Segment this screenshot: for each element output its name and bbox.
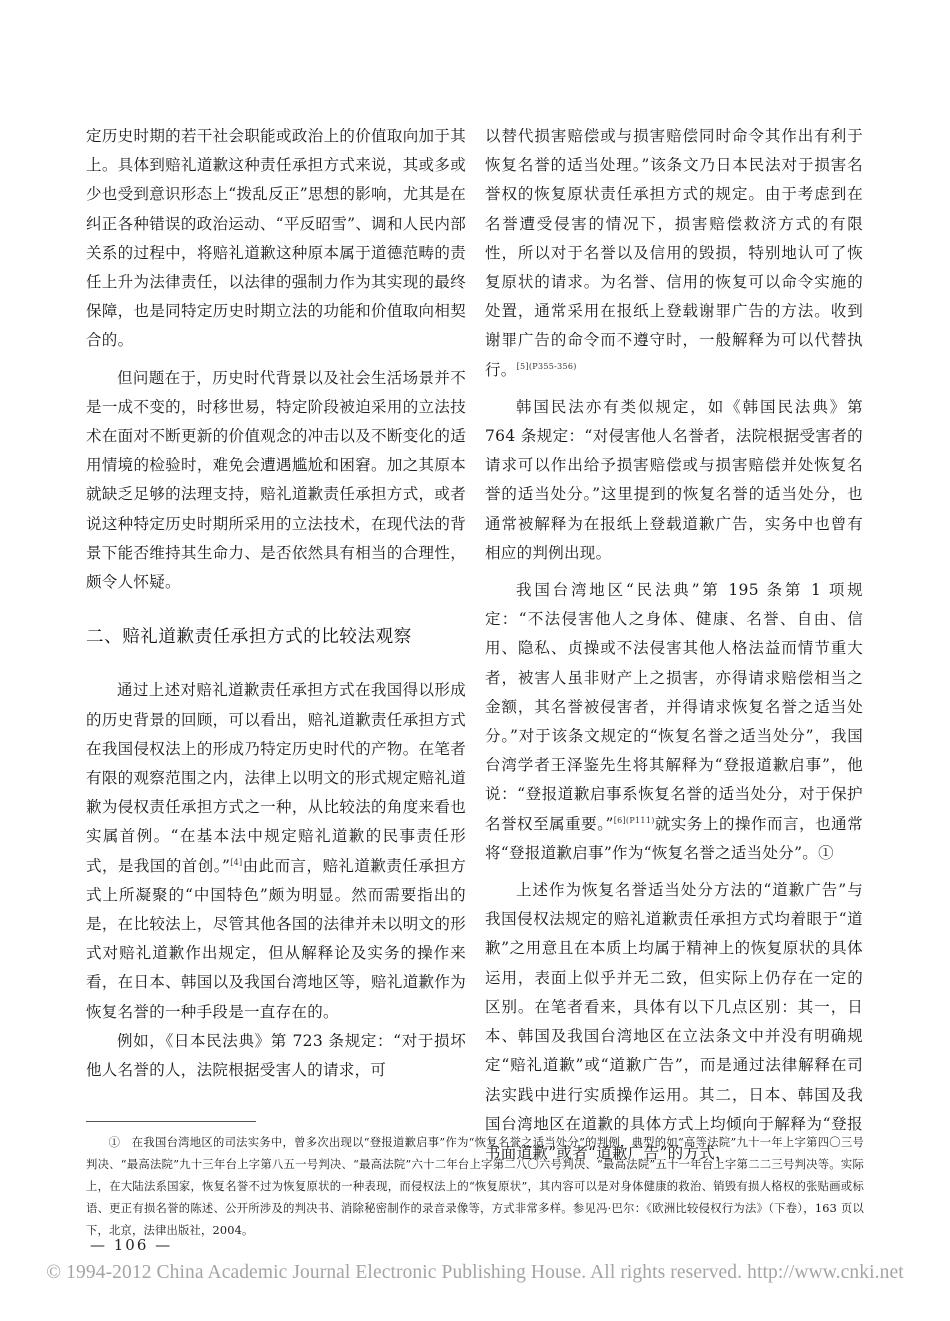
left-paragraph-3: [86, 676, 466, 1026]
page-number: — 106 —: [90, 1236, 173, 1254]
footnote-divider: [86, 1121, 256, 1122]
footnotes: [86, 1132, 864, 1242]
right-paragraph-1-text: 以替代损害赔偿或与损害赔偿同时命令其作出有利于恢复名誉的适当处理。”该条文乃日本民法对于损害名誉权的恢复原状责任承担方式的规定。由于考虑到在名誉遭受侵害的情况下，损害赔偿救济方式的有限性，所以对于名誉以及信用的毁损，特别地认可了恢复原状的请求。为名誉、信用的恢复可以命令实施的处置，通常采用在报纸上登载谢罪广告的方法。收到谢罪广告的命令而不遵守时，一般解释为可以代替执行。: [485, 127, 863, 379]
right-paragraph-3-part-a: 我国台湾地区“民法典”第 195 条第 1 项规定：“不法侵害他人之身体、健康、名誉、自由、信用、隐私、贞操或不法侵害其他人格法益而情节重大者，被害人虽非财产上之损害，亦得请求赔偿相当之金额，其名誉被侵害者，并得请求恢复名誉之适当处分。”对于该条文规定的“恢复名誉之适当处分”，我国台湾学者王泽鉴先生将其解释为“登报道歉启事”，他说：“登报道歉启事系恢复名誉的适当处分，对于保护名誉权至属重要。”: [485, 581, 863, 833]
left-paragraph-4: 例如，《日本民法典》第 723 条规定：“对于损坏他人名誉的人，法院根据受害人的请求，可: [86, 1031, 466, 1080]
copyright-watermark: © 1994-2012 China Academic Journal Electronic Publishing House. All rights reserved. http://www.cnki.net: [46, 1262, 904, 1283]
right-paragraph-1: [485, 122, 863, 385]
right-paragraph-3: [485, 576, 863, 868]
section-heading: 二、赔礼道歉责任承担方式的比较法观察: [86, 627, 412, 648]
citation-5: [5](P355-356): [516, 361, 577, 371]
right-paragraph-2: 韩国民法亦有类似规定，如《韩国民法典》第 764 条规定：“对侵害他人名誉者，法院根据受害者的请求可以作出给予损害赔偿或与损害赔偿并处恢复名誉的适当处分。”这里提到的恢复名誉的适当处分，也通常被解释为在报纸上登载道歉广告，实务中也曾有相应的判例出现。: [485, 397, 863, 562]
citation-4: [4]: [230, 857, 243, 867]
left-column: [86, 122, 466, 1085]
footnote-1: ① 在我国台湾地区的司法实务中，曾多次出现以“登报道歉启事”作为“恢复名誉之适当处分”的判例，典型的如“高等法院”九十一年上字第四〇三号判决、“最高法院”九十三年台上字第八五一号判决、“最高法院”六十二年台上字第二八〇六号判决、“最高法院”五十一年台上字第二二三号判决等。实际上，在大陆法系国家，恢复名誉不过为恢复原状的一种表现，而侵权法上的“恢复原状”，其内容可以是对身体健康的救治、销毁有损人格权的张贴画或标语、更正有损名誉的陈述、公开所涉及的判决书、消除秘密制作的录音录像等，方式非常多样。参见冯·巴尔：《欧洲比较侵权行为法》（下卷），163 页以下，北京，法律出版社，2004。: [86, 1136, 864, 1237]
left-paragraph-1: 定历史时期的若干社会职能或政治上的价值取向加于其上。具体到赔礼道歉这种责任承担方式来说，其或多或少也受到意识形态上“拨乱反正”思想的影响，尤其是在纠正各种错误的政治运动、“平反昭雪”、调和人民内部关系的过程中，将赔礼道歉这种原本属于道德范畴的责任上升为法律责任，以法律的强制力作为其实现的最终保障，也是同特定历史时期立法的功能和价值取向相契合的。: [86, 127, 466, 350]
left-paragraph-2: 但问题在于，历史时代背景以及社会生活场景并不是一成不变的，时移世易，特定阶段被迫采用的立法技术在面对不断更新的价值观念的冲击以及不断变化的适用情境的检验时，难免会遭遇尴尬和困窘。加之其原本就缺乏足够的法理支持，赔礼道歉责任承担方式，或者说这种特定历史时期所采用的立法技术，在现代法的背景下能否维持其生命力、是否依然具有相当的合理性，颇令人怀疑。: [86, 368, 466, 592]
citation-6: [6](P111): [613, 815, 655, 825]
right-paragraph-4: 上述作为恢复名誉适当处分方法的“道歉广告”与我国侵权法规定的赔礼道歉责任承担方式均着眼于“道歉”之用意且在本质上均属于精神上的恢复原状的具体运用，表面上似乎并无二致，但实际上仍存在一定的区别。在笔者看来，具体有以下几点区别：其一，日本、韩国及我国台湾地区在立法条文中并没有明确规定“赔礼道歉”或“道歉广告”，而是通过法律解释在司法实践中进行实质操作运用。其二，日本、韩国及我国台湾地区在道歉的具体方式上均倾向于解释为“登报书面道歉”或者“道歉广告”的方式，: [485, 881, 863, 1162]
right-column: [485, 122, 863, 1168]
left-paragraph-3-part-b: 由此而言，赔礼道歉责任承担方式上所凝聚的“中国特色”颇为明显。然而需要指出的是，在比较法上，尽管其他各国的法律并未以明文的形式对赔礼道歉作出规定，但从解释论及实务的操作来看，在日本、韩国以及我国台湾地区等，赔礼道歉作为恢复名誉的一种手段是一直存在的。: [86, 856, 466, 1021]
right-paragraph-3-part-b: 就实务上的操作而言，也通常将“登报道歉启事”作为“恢复名誉之适当处分”。①: [485, 814, 864, 862]
left-paragraph-3-part-a: 通过上述对赔礼道歉责任承担方式在我国得以形成的历史背景的回顾，可以看出，赔礼道歉责任承担方式在我国侵权法上的形成乃特定历史时代的产物。在笔者有限的观察范围之内，法律上以明文的形式规定赔礼道歉为侵权责任承担方式之一种，从比较法的角度来看也实属首例。“在基本法中规定赔礼道歉的民事责任形式，是我国的首创。”: [86, 681, 466, 875]
